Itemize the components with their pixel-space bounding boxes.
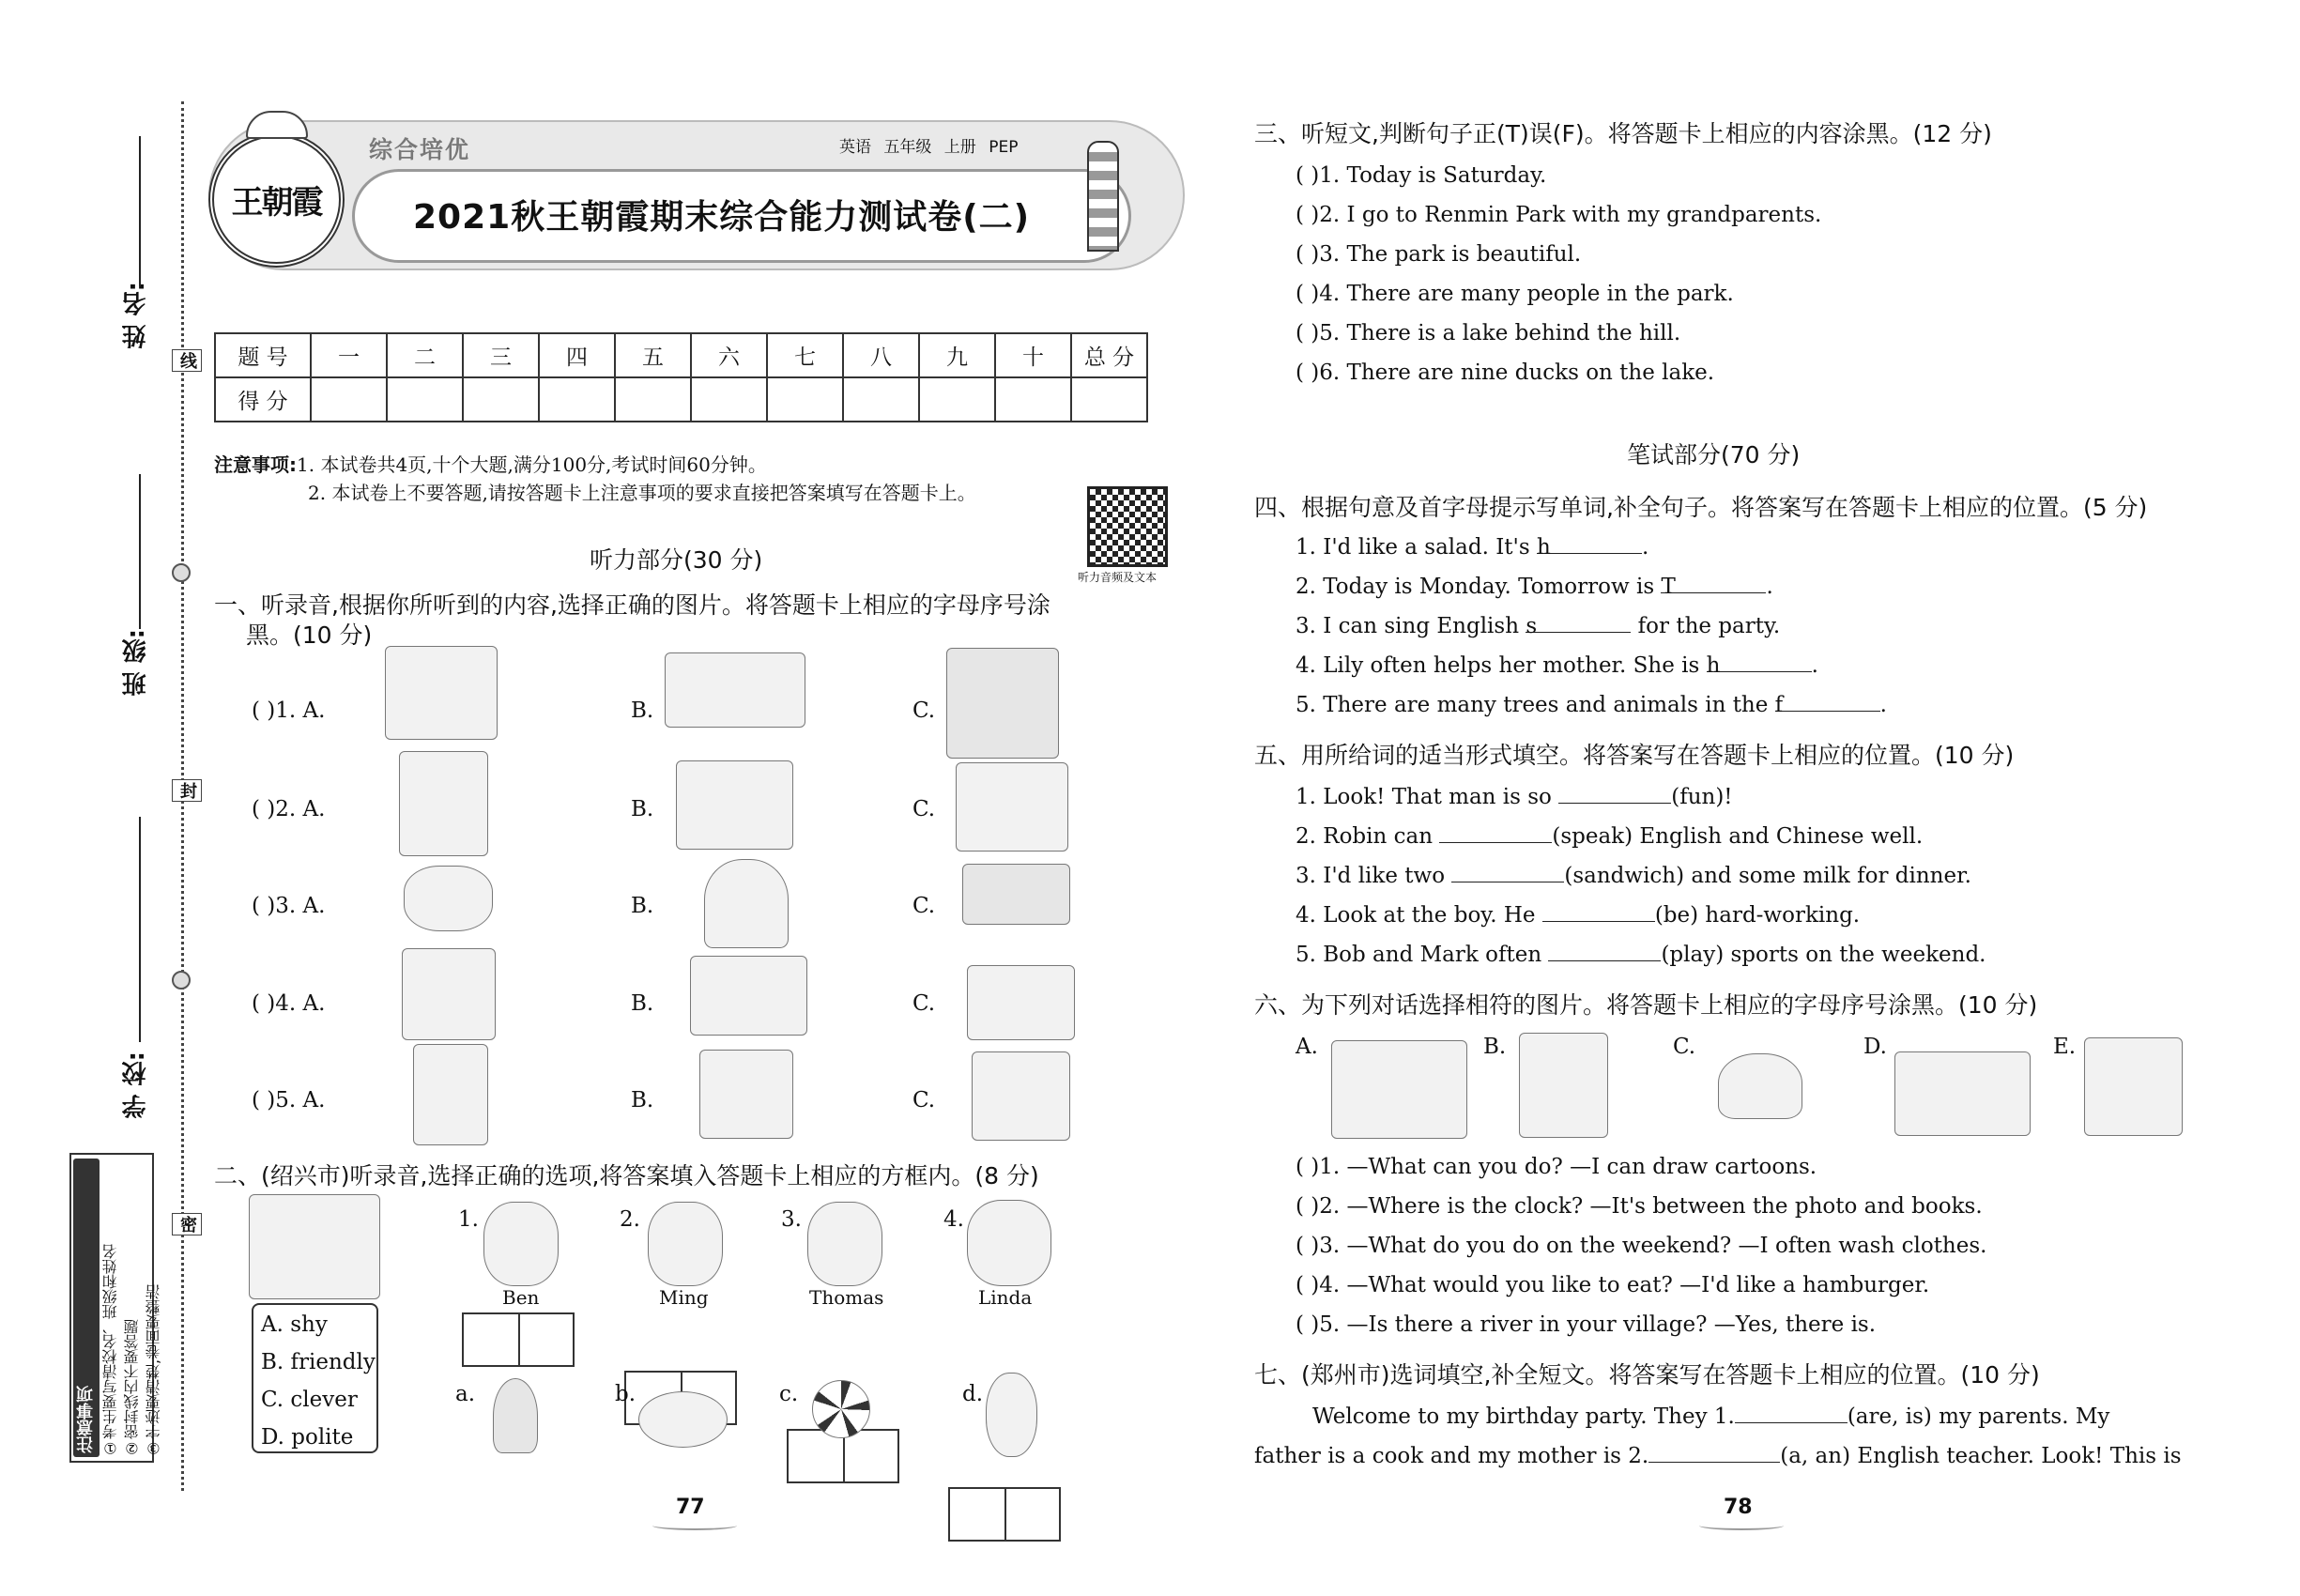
s3-item-4: ( )4. There are many people in the park. — [1296, 282, 1734, 306]
answer-box-4[interactable] — [948, 1487, 1061, 1542]
score-cell[interactable] — [387, 377, 463, 422]
ben-image — [483, 1202, 559, 1286]
s2-num-4: 4. — [943, 1207, 964, 1232]
linda-name: Linda — [978, 1286, 1033, 1309]
s7-line-2-start: father is a cook and my mother is 2. — [1254, 1444, 1649, 1468]
s4-hint-2: T — [1661, 575, 1676, 599]
s1-q5-b-label: B. — [631, 1088, 654, 1113]
exam-title: 2021秋王朝霞期末综合能力测试卷(二) — [413, 198, 1031, 237]
dancing-girl-image[interactable] — [413, 1044, 488, 1145]
sofa-image[interactable] — [690, 956, 807, 1036]
s7-line-1-end: (are, is) my parents. My — [1847, 1404, 2110, 1429]
ming-name: Ming — [659, 1286, 709, 1309]
s5-item-3 — [1296, 860, 1971, 892]
microphone-image[interactable] — [493, 1378, 538, 1453]
score-cell[interactable] — [463, 377, 539, 422]
s6-label-c: C. — [1673, 1035, 1696, 1059]
s6-label-e: E. — [2053, 1035, 2077, 1059]
score-col-10: 十 — [995, 333, 1071, 377]
score-col-4: 四 — [539, 333, 615, 377]
s1-q4-c-label: C. — [912, 991, 936, 1016]
s4-item-5-text: 5. There are many trees and animals in the — [1296, 693, 1775, 717]
score-col-7: 七 — [767, 333, 843, 377]
seal-mark-seal: 封 — [172, 779, 202, 802]
notice-item-3: ③字迹要清楚,卷面要整洁 — [145, 1283, 162, 1457]
s4-item-5 — [1296, 689, 1887, 721]
s5-item-2-end: (speak) English and Chinese well. — [1552, 824, 1924, 849]
s5-blank-2[interactable] — [1439, 821, 1552, 843]
s2-option-c: C. clever — [261, 1388, 358, 1412]
tea-cup-image[interactable] — [404, 866, 493, 931]
s1-q1-c-label: C. — [912, 698, 936, 723]
s6-item-3: ( )3. —What do you do on the weekend? —I often wash clothes. — [1296, 1234, 1987, 1258]
city-image[interactable] — [946, 648, 1059, 759]
s1-q1-b-label: B. — [631, 698, 654, 723]
table-image[interactable] — [967, 965, 1075, 1040]
notes-text-1: 1. 本试卷共4页,十个大题,满分100分,考试时间60分钟。 — [297, 453, 767, 476]
score-value-label: 得 分 — [215, 377, 311, 422]
lighthouse-icon — [1087, 141, 1119, 252]
s6-label-d: D. — [1863, 1035, 1887, 1059]
score-cell[interactable] — [919, 377, 995, 422]
s5-item-3-text: 3. I'd like two — [1296, 864, 1452, 888]
s2-option-d: D. polite — [261, 1425, 354, 1450]
thomas-image — [807, 1202, 882, 1286]
s1-q1-label: ( )1. A. — [252, 698, 326, 723]
punch-hole-2 — [172, 971, 191, 990]
score-cell[interactable] — [691, 377, 767, 422]
sidebar-notice-box — [69, 1153, 162, 1463]
s6-item-5: ( )5. —Is there a river in your village? —Yes, there is. — [1296, 1312, 1877, 1337]
s1-q3-label: ( )3. A. — [252, 894, 326, 918]
s1-q2-c-label: C. — [912, 797, 936, 821]
s4-item-4 — [1296, 650, 1818, 682]
s6-item-2: ( )2. —Where is the clock? —It's between the photo and books. — [1296, 1194, 1983, 1219]
s2-heading: 二、(绍兴市)听录音,选择正确的选项,将答案填入答题卡上相应的方框内。(8 分) — [214, 1162, 1039, 1189]
washing-clothes-image[interactable] — [1519, 1033, 1608, 1138]
s1-q5-label: ( )5. A. — [252, 1088, 326, 1113]
drawing-girl-image[interactable] — [2084, 1037, 2183, 1136]
school-field[interactable] — [139, 817, 141, 1042]
sandwich-image[interactable] — [962, 864, 1070, 925]
score-col-6: 六 — [691, 333, 767, 377]
s1-q5-c-label: C. — [912, 1088, 936, 1113]
s7-line-1 — [1312, 1401, 2109, 1433]
s1-q4-label: ( )4. A. — [252, 991, 326, 1016]
page-swoosh-right — [1699, 1521, 1784, 1530]
s5-item-2-text: 2. Robin can — [1296, 824, 1440, 849]
score-col-5: 五 — [615, 333, 691, 377]
score-value-row — [215, 377, 1147, 422]
s4-item-2 — [1296, 571, 1773, 603]
notes-line-1 — [214, 449, 767, 481]
page-number-left: 77 — [676, 1496, 705, 1519]
s3-item-1: ( )1. Today is Saturday. — [1296, 163, 1547, 188]
s5-item-5-text: 5. Bob and Mark often — [1296, 943, 1549, 967]
s4-item-4-end: . — [1811, 653, 1818, 678]
s2-options-box — [252, 1303, 378, 1453]
s1-q2-b-label: B. — [631, 797, 654, 821]
s4-item-2-end: . — [1766, 575, 1773, 599]
s4-hint-1: h — [1537, 535, 1551, 560]
s2-item-b: b. — [615, 1382, 636, 1406]
punch-hole-1 — [172, 563, 191, 582]
hamburger-image[interactable] — [1718, 1053, 1802, 1119]
s2-option-b: B. friendly — [261, 1350, 376, 1374]
s2-num-3: 3. — [781, 1207, 802, 1232]
s1-q3-b-label: B. — [631, 894, 654, 918]
two-girls-image — [249, 1194, 380, 1299]
ping-pong-paddle-image[interactable] — [638, 1391, 728, 1448]
seal-mark-line: 线 — [172, 349, 202, 372]
name-label: 姓 名: — [122, 282, 150, 349]
s4-item-3-end: for the party. — [1631, 614, 1781, 638]
s3-item-6: ( )6. There are nine ducks on the lake. — [1296, 361, 1715, 385]
s5-item-1-end: (fun)! — [1671, 785, 1733, 809]
s7-blank-1[interactable] — [1735, 1401, 1848, 1423]
thomas-name: Thomas — [809, 1286, 884, 1309]
s2-item-a: a. — [455, 1382, 476, 1406]
header-tags: 英语 五年级 上册 PEP — [839, 138, 1019, 157]
s4-hint-3: s — [1526, 614, 1538, 638]
football-image[interactable] — [812, 1380, 870, 1438]
logo-seal — [208, 131, 345, 268]
s6-label-b: B. — [1483, 1035, 1507, 1059]
s6-label-a: A. — [1296, 1035, 1318, 1059]
s4-item-1-text: 1. I'd like a salad. It's — [1296, 535, 1537, 560]
s4-item-1 — [1296, 531, 1648, 563]
pipa-image[interactable] — [986, 1373, 1037, 1457]
tree-house-image[interactable] — [385, 646, 498, 740]
class-label: 班 级: — [122, 629, 150, 697]
score-cell[interactable] — [767, 377, 843, 422]
s2-num-1: 1. — [458, 1207, 479, 1232]
s3-item-5: ( )5. There is a lake behind the hill. — [1296, 321, 1681, 345]
s5-item-2 — [1296, 821, 1923, 852]
s6-item-1: ( )1. —What can you do? —I can draw cartoons. — [1296, 1155, 1817, 1179]
s5-blank-1[interactable] — [1558, 781, 1671, 804]
s3-item-2: ( )2. I go to Renmin Park with my grandparents. — [1296, 203, 1822, 227]
score-cell[interactable] — [311, 377, 387, 422]
reading-boy-image[interactable] — [972, 1051, 1070, 1141]
s1-q4-b-label: B. — [631, 991, 654, 1016]
s5-blank-5[interactable] — [1548, 939, 1661, 961]
s1-heading-line1: 一、听录音,根据你所听到的内容,选择正确的图片。将答题卡上相应的字母序号涂 — [214, 591, 1050, 619]
notes-label: 注意事项: — [214, 453, 297, 476]
s5-item-4-end: (be) hard-working. — [1654, 903, 1861, 928]
s4-blank-2[interactable] — [1661, 571, 1766, 599]
s7-blank-2[interactable] — [1648, 1440, 1780, 1463]
written-part-title: 笔试部分(70 分) — [1627, 441, 1801, 468]
s5-blank-4[interactable] — [1542, 899, 1655, 922]
s4-heading: 四、根据句意及首字母提示写单词,补全句子。将答案写在答题卡上相应的位置。(5 分) — [1254, 494, 2148, 521]
score-col-3: 三 — [463, 333, 539, 377]
s7-line-2 — [1254, 1440, 2182, 1472]
notice-item-2: ②密封线内不要答题 — [123, 1319, 141, 1457]
logo-text: 王朝霞 — [231, 184, 322, 222]
s4-item-2-text: 2. Today is Monday. Tomorrow is — [1296, 575, 1662, 599]
score-cell[interactable] — [995, 377, 1071, 422]
dancing-boy-image[interactable] — [399, 751, 488, 856]
s4-blank-4[interactable] — [1706, 650, 1812, 678]
score-col-2: 二 — [387, 333, 463, 377]
name-field[interactable] — [139, 136, 141, 286]
s6-heading: 六、为下列对话选择相符的图片。将答题卡上相应的字母序号涂黑。(10 分) — [1254, 991, 2038, 1019]
series-label: 综合培优 — [369, 136, 471, 163]
score-cell[interactable] — [1071, 377, 1147, 422]
score-col-1: 一 — [311, 333, 387, 377]
linda-image — [967, 1200, 1051, 1286]
computer-boy-image[interactable] — [699, 1050, 793, 1139]
watching-tv-image[interactable] — [956, 762, 1068, 852]
s5-heading: 五、用所给词的适当形式填空。将答案写在答题卡上相应的位置。(10 分) — [1254, 742, 2015, 769]
ming-image — [648, 1202, 723, 1286]
s7-line-2-end: (a, an) English teacher. Look! This is — [1780, 1444, 2182, 1468]
score-table — [214, 332, 1148, 422]
score-row-label: 题 号 — [215, 333, 311, 377]
s5-blank-3[interactable] — [1451, 860, 1564, 882]
notice-title: 注意事项 — [73, 1159, 100, 1457]
s4-blank-5[interactable] — [1774, 689, 1880, 717]
notes-line-2: 2. 本试卷上不要答题,请按答题卡上注意事项的要求直接把答案填写在答题卡上。 — [308, 482, 976, 504]
score-col-total: 总 分 — [1071, 333, 1147, 377]
s5-item-4-text: 4. Look at the boy. He — [1296, 903, 1542, 928]
notice-item-1: ①考生要写清校名、班级和姓名 — [101, 1244, 119, 1457]
school-label: 学 校: — [122, 1051, 150, 1119]
s5-item-1-text: 1. Look! That man is so — [1296, 785, 1559, 809]
page-number-right: 78 — [1724, 1496, 1753, 1519]
s4-hint-5: f — [1774, 693, 1784, 717]
s2-option-a: A. shy — [261, 1312, 328, 1337]
score-cell[interactable] — [539, 377, 615, 422]
s4-blank-1[interactable] — [1537, 531, 1642, 560]
score-col-8: 八 — [843, 333, 919, 377]
s4-item-5-end: . — [1879, 693, 1887, 717]
s7-line-1-start: Welcome to my birthday party. They 1. — [1312, 1404, 1735, 1429]
answer-box-1[interactable] — [462, 1312, 575, 1367]
s2-item-c: c. — [779, 1382, 799, 1406]
score-col-9: 九 — [919, 333, 995, 377]
ben-name: Ben — [502, 1286, 540, 1309]
s4-hint-4: h — [1706, 653, 1721, 678]
mountains-image[interactable] — [665, 652, 805, 728]
s5-item-1 — [1296, 781, 1733, 813]
s4-item-1-end: . — [1642, 535, 1649, 560]
bikes-image[interactable] — [402, 948, 496, 1040]
seal-mark-secret: 密 — [172, 1213, 202, 1235]
s6-item-4: ( )4. —What would you like to eat? —I'd like a hamburger. — [1296, 1273, 1930, 1297]
swimming-boy-image[interactable] — [676, 760, 793, 850]
s1-heading-line2: 黑。(10 分) — [246, 622, 373, 649]
s7-heading: 七、(郑州市)选词填空,补全短文。将答案写在答题卡上相应的位置。(10 分) — [1254, 1361, 2040, 1389]
s5-item-5 — [1296, 939, 1986, 971]
s2-item-d: d. — [962, 1382, 984, 1406]
qr-caption: 听力音频及文本 — [1078, 571, 1158, 584]
s5-item-3-end: (sandwich) and some milk for dinner. — [1564, 864, 1971, 888]
s3-item-3: ( )3. The park is beautiful. — [1296, 242, 1582, 267]
desk-clock-image[interactable] — [1894, 1051, 2031, 1136]
page-swoosh-left — [652, 1521, 737, 1530]
score-cell[interactable] — [843, 377, 919, 422]
score-header-row — [215, 333, 1147, 377]
s1-q2-label: ( )2. A. — [252, 797, 326, 821]
score-cell[interactable] — [615, 377, 691, 422]
ice-cream-image[interactable] — [704, 859, 789, 948]
s4-blank-3[interactable] — [1526, 610, 1631, 638]
class-field[interactable] — [139, 474, 141, 629]
qr-code-icon — [1087, 486, 1168, 567]
s4-item-3 — [1296, 610, 1780, 642]
s4-item-3-text: 3. I can sing English — [1296, 614, 1526, 638]
s5-item-4 — [1296, 899, 1860, 931]
river-village-image[interactable] — [1331, 1040, 1467, 1139]
s4-item-4-text: 4. Lily often helps her mother. She is — [1296, 653, 1707, 678]
s3-heading: 三、听短文,判断句子正(T)误(F)。将答题卡上相应的内容涂黑。(12 分) — [1254, 120, 1992, 147]
s1-q3-c-label: C. — [912, 894, 936, 918]
s2-num-2: 2. — [620, 1207, 640, 1232]
listening-title: 听力部分(30 分) — [590, 546, 763, 574]
s5-item-5-end: (play) sports on the weekend. — [1661, 943, 1986, 967]
